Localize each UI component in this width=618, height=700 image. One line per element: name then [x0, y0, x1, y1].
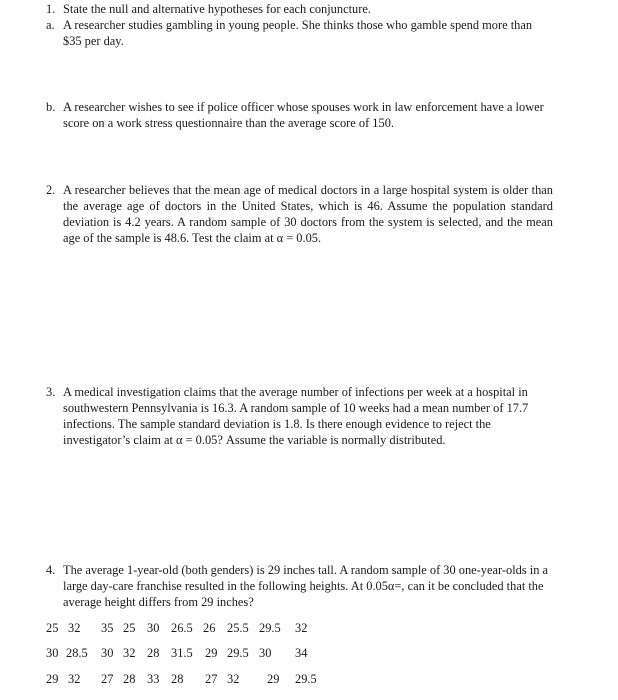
height-value: 29	[205, 646, 218, 660]
height-value: 32	[68, 621, 81, 635]
question-3-number: 3.	[46, 385, 56, 399]
question-1-text: State the null and alternative hypotheses for each conjuncture.	[63, 2, 371, 16]
height-value: 32	[295, 621, 308, 635]
height-value: 31.5	[171, 646, 193, 660]
question-4-number: 4.	[46, 563, 56, 577]
question-2-number: 2.	[46, 183, 56, 197]
height-value: 29	[267, 672, 280, 686]
height-value: 34	[295, 646, 308, 660]
height-value: 26	[203, 621, 216, 635]
height-value: 35	[101, 621, 114, 635]
height-value: 28	[171, 672, 184, 686]
question-1b-text: A researcher wishes to see if police officer whose spouses work in law enforcement have a lower score on a work stress questionnaire than the average score of 150.	[63, 100, 544, 130]
height-value: 30	[101, 646, 114, 660]
height-value: 32	[227, 672, 240, 686]
height-value: 29	[46, 672, 59, 686]
height-value: 27	[101, 672, 114, 686]
height-value: 27	[205, 672, 218, 686]
question-1a-label: a.	[46, 18, 55, 32]
height-value: 25.5	[227, 621, 249, 635]
question-1-number: 1.	[46, 2, 56, 16]
height-value: 25	[123, 621, 136, 635]
height-value: 30	[46, 646, 59, 660]
height-value: 29.5	[227, 646, 249, 660]
question-1a-text: A researcher studies gambling in young people. She thinks those who gamble spend more than $35 per day.	[63, 18, 533, 48]
question-4-text: The average 1-year-old (both genders) is 29 inches tall. A random sample of 30 one-year-olds in a large day-care franchise resulted in the following heights. At 0.05α=, can it be concluded that the average height differs from 29 inches?	[63, 563, 548, 609]
question-2-text: A researcher believes that the mean age of medical doctors in a large hospital system is older than the average age of doctors in the United States, which is 46. Assume the population standard deviation is 4.2 years. A random sample of 30 doctors from the system is selected, and the mean age of the sample is 48.6. Test the claim at α = 0.05.	[63, 183, 553, 245]
height-value: 32	[68, 672, 81, 686]
height-value: 28	[147, 646, 160, 660]
height-value: 29.5	[295, 672, 317, 686]
height-value: 29.5	[259, 621, 281, 635]
height-value: 32	[123, 646, 136, 660]
question-3-text: A medical investigation claims that the average number of infections per week at a hospital in southwestern Pennsylvania is 16.3. A random sample of 10 weeks had a mean number of 17.7 infections. The sample standard deviation is 1.8. Is there enough evidence to reject the investigator’s claim at α = 0.05? Assume the variable is normally distributed.	[63, 385, 529, 447]
height-value: 30	[147, 621, 160, 635]
height-value: 25	[46, 621, 59, 635]
height-value: 26.5	[171, 621, 193, 635]
height-value: 33	[147, 672, 160, 686]
height-value: 28.5	[66, 646, 88, 660]
height-value: 28	[123, 672, 136, 686]
height-value: 30	[259, 646, 272, 660]
question-1b-label: b.	[46, 100, 56, 114]
